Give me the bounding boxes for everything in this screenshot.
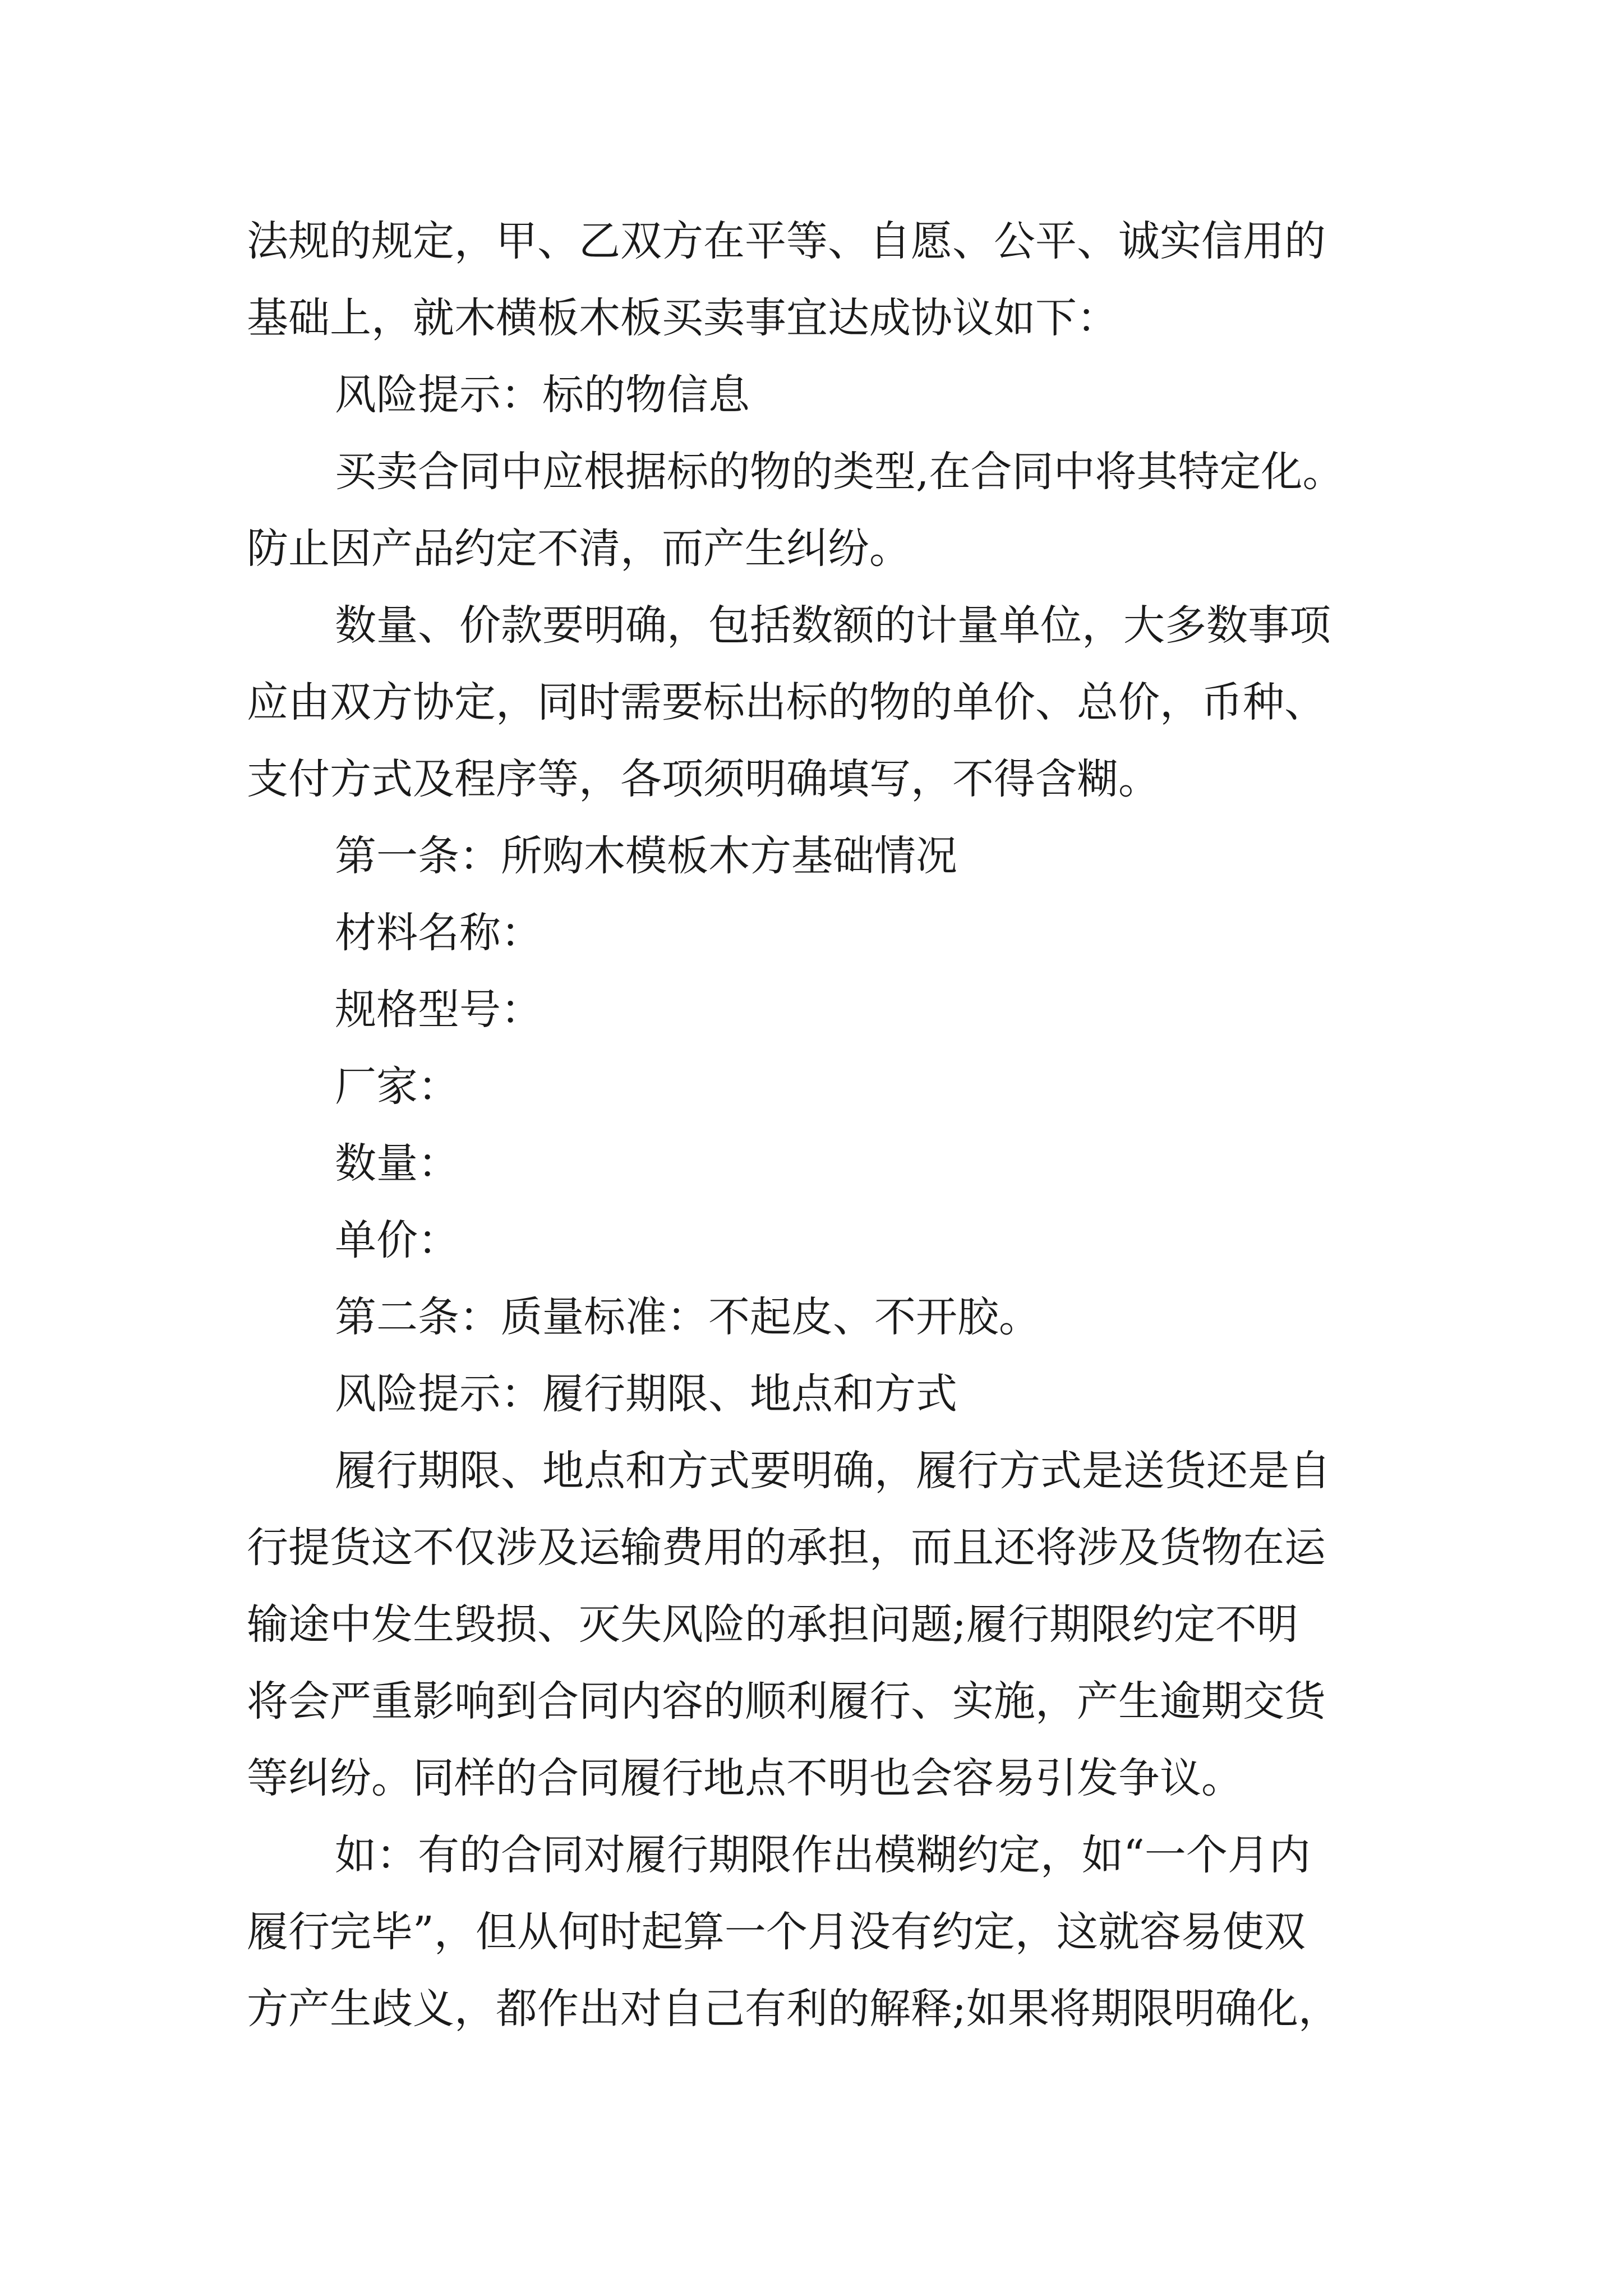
text-line: 风险提示：履行期限、地点和方式 [335, 1370, 957, 1418]
text-line: 履行完毕”，但从何时起算一个月没有约定，这就容易使双 [247, 1908, 1306, 1956]
text-line: 如：有的合同对履行期限作出模糊约定，如“一个月内 [335, 1831, 1311, 1879]
text-line: 法规的规定，甲、乙双方在平等、自愿、公平、诚实信用的 [247, 217, 1326, 265]
text-line: 行提货这不仅涉及运输费用的承担，而且还将涉及货物在运 [247, 1524, 1326, 1572]
text-line: 风险提示：标的物信息 [335, 371, 750, 419]
text-line: 材料名称： [335, 909, 542, 957]
text-line: 支付方式及程序等，各项须明确填写，不得含糊。 [247, 755, 1160, 803]
text-line: 数量： [335, 1139, 459, 1188]
text-line: 基础上，就木横板木板买卖事宜达成协议如下： [247, 294, 1118, 342]
text-line: 应由双方协定，同时需要标出标的物的单价、总价，币种、 [247, 678, 1326, 726]
text-line: 将会严重影响到合同内容的顺利履行、实施，产生逾期交货 [247, 1677, 1326, 1726]
text-line: 第二条：质量标准：不起皮、不开胶。 [335, 1293, 1040, 1341]
text-line: 买卖合同中应根据标的物的类型,在合同中将其特定化。 [335, 448, 1344, 496]
text-line: 输途中发生毁损、灭失风险的承担问题;履行期限约定不明 [247, 1600, 1298, 1649]
text-line: 数量、价款要明确，包括数额的计量单位，大多数事项 [335, 601, 1331, 650]
text-line: 等纠纷。同样的合同履行地点不明也会容易引发争议。 [247, 1754, 1243, 1802]
text-line: 单价： [335, 1216, 459, 1264]
text-line: 方产生歧义，都作出对自己有利的解释;如果将期限明确化， [247, 1985, 1340, 2033]
text-line: 防止因产品约定不清，而产生纠纷。 [247, 524, 911, 573]
text-line: 第一条：所购木模板木方基础情况 [335, 832, 957, 880]
text-line: 履行期限、地点和方式要明确，履行方式是送货还是自 [335, 1447, 1331, 1495]
text-line: 厂家： [335, 1062, 459, 1111]
text-line: 规格型号： [335, 986, 542, 1034]
